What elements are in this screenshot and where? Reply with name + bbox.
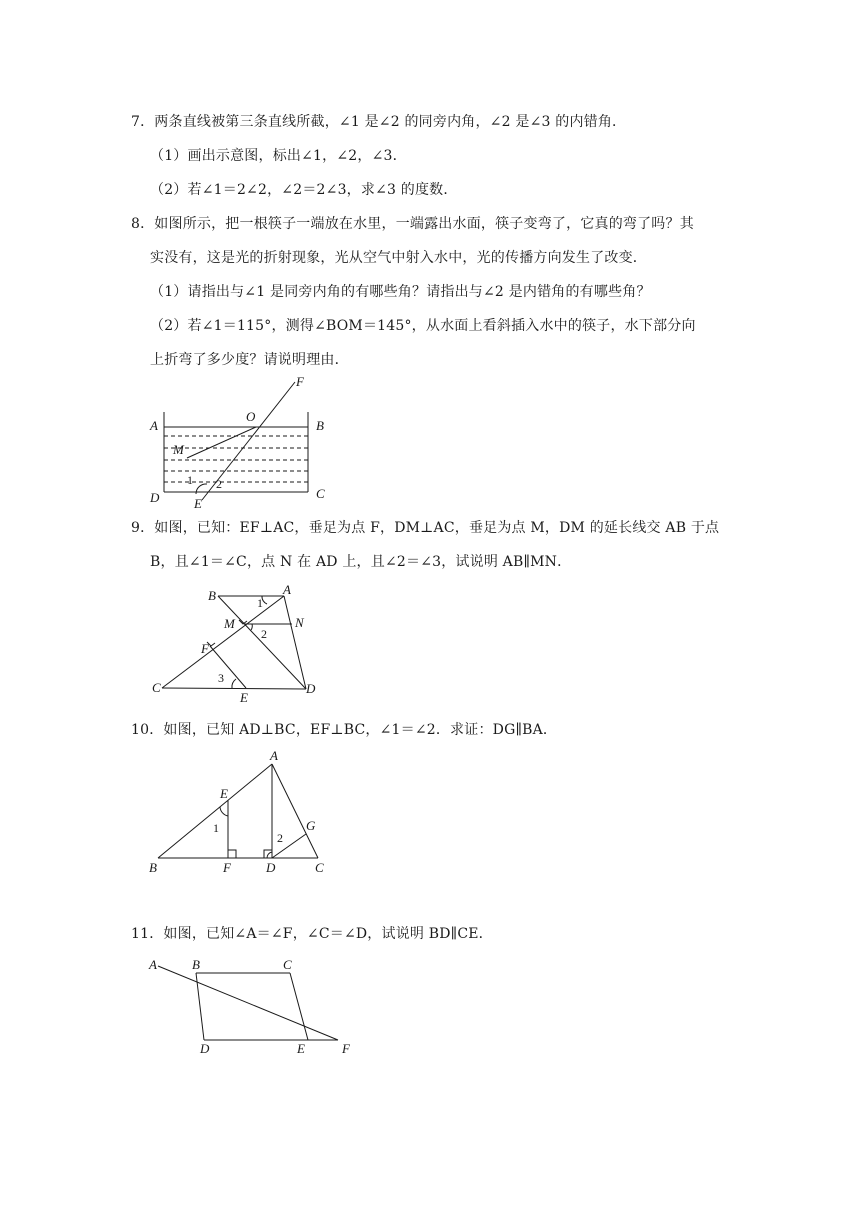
fig11-label-B: B — [192, 957, 200, 972]
fig11-label-E: E — [297, 1041, 305, 1056]
problem-7-part-1: （1）画出示意图，标出∠1，∠2，∠3． — [150, 148, 407, 164]
fig9-label-E: E — [240, 690, 248, 705]
problem-7-part-2: （2）若∠1＝2∠2，∠2＝2∠3，求∠3 的度数． — [150, 182, 458, 198]
fig11-label-F: F — [342, 1041, 350, 1056]
problem-9-figure — [148, 582, 328, 707]
fig8-label-M: M — [173, 442, 184, 457]
problem-8-statement-line-1: 8．如图所示，把一根筷子一端放在水里，一端露出水面，筷子变弯了，它真的弯了吗？其 — [131, 216, 694, 232]
problem-11-statement: 11．如图，已知∠A＝∠F，∠C＝∠D，试说明 BD∥CE． — [131, 926, 493, 942]
problem-8-figure — [140, 372, 340, 512]
fig11-label-C: C — [283, 957, 292, 972]
fig9-label-1: 1 — [257, 596, 263, 610]
problem-8-part-2-line-2: 上折弯了多少度？请说明理由． — [150, 352, 349, 368]
problem-11-figure — [140, 952, 370, 1062]
fig10-label-B: B — [149, 860, 157, 875]
fig8-label-A: A — [150, 418, 158, 433]
fig9-label-B: B — [208, 588, 216, 603]
fig9-label-2: 2 — [261, 627, 267, 641]
fig8-label-D: D — [150, 490, 160, 505]
fig9-label-F: F — [201, 641, 209, 656]
fig10-label-G: G — [306, 818, 316, 833]
problem-7-statement: 7．两条直线被第三条直线所截，∠1 是∠2 的同旁内角，∠2 是∠3 的内错角． — [131, 114, 627, 130]
fig9-label-3: 3 — [218, 671, 224, 685]
fig10-label-2: 2 — [277, 831, 283, 845]
fig8-label-F: F — [296, 374, 304, 389]
problem-8-statement-line-2: 实没有，这是光的折射现象，光从空气中射入水中，光的传播方向发生了改变． — [150, 250, 647, 266]
fig9-label-A: A — [283, 582, 291, 597]
fig10-label-1: 1 — [213, 821, 219, 835]
problem-10-statement: 10．如图，已知 AD⊥BC，EF⊥BC，∠1＝∠2．求证：DG∥BA． — [131, 722, 558, 738]
fig10-label-D: D — [266, 860, 276, 875]
fig9-label-M: M — [224, 616, 235, 631]
fig8-label-O: O — [246, 409, 256, 424]
fig11-label-A: A — [149, 957, 157, 972]
problem-8-part-2-line-1: （2）若∠1＝115°，测得∠BOM＝145°，从水面上看斜插入水中的筷子，水下部分向 — [150, 318, 696, 334]
fig10-label-F: F — [223, 860, 231, 875]
fig8-label-E: E — [194, 496, 202, 511]
fig10-label-A: A — [270, 748, 278, 763]
fig9-label-N: N — [295, 615, 304, 630]
problem-9-statement-line-2: B，且∠1＝∠C，点 N 在 AD 上，且∠2＝∠3，试说明 AB∥MN． — [150, 554, 572, 570]
fig8-label-B: B — [316, 418, 324, 433]
problem-10-figure — [140, 750, 340, 880]
fig9-label-C: C — [152, 680, 161, 695]
fig8-label-1: 1 — [187, 473, 193, 487]
fig9-label-D: D — [306, 681, 316, 696]
fig8-label-2: 2 — [216, 477, 222, 491]
fig8-label-C: C — [316, 486, 325, 501]
problem-8-part-1: （1）请指出与∠1 是同旁内角的有哪些角？请指出与∠2 是内错角的有哪些角？ — [150, 284, 651, 300]
fig11-label-D: D — [200, 1041, 210, 1056]
fig10-label-C: C — [315, 860, 324, 875]
fig10-label-E: E — [220, 786, 228, 801]
problem-9-statement-line-1: 9．如图，已知：EF⊥AC，垂足为点 F，DM⊥AC，垂足为点 M，DM 的延长线交 AB 于点 — [131, 520, 720, 536]
